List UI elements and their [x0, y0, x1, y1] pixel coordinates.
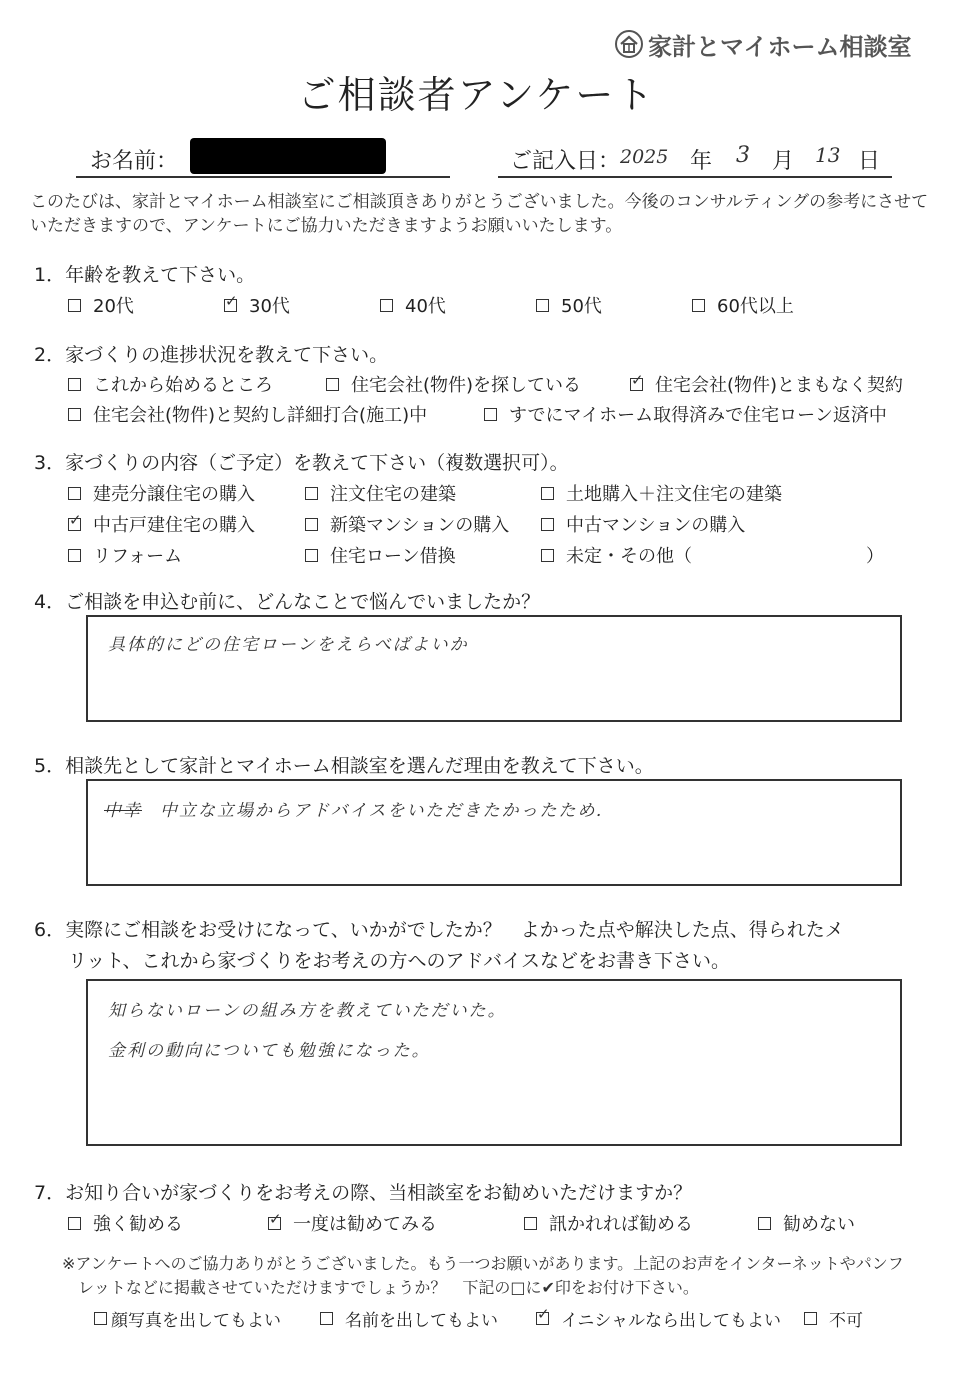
brand-logo — [614, 26, 912, 62]
q2-option[interactable]: ✓ 住宅会社(物件)とまもなく契約 — [630, 371, 903, 397]
checkbox-icon[interactable] — [541, 487, 554, 500]
checkbox-icon[interactable] — [305, 518, 318, 531]
q5-answer-text: 中立な立場からアドバイスをいただきたかったため． — [160, 801, 615, 821]
checkbox-icon[interactable] — [68, 299, 81, 312]
q3-option[interactable]: ✓ 中古戸建住宅の購入 — [68, 511, 255, 537]
question-7: 7．お知り合いが家づくりをお考えの際、当相談室をお勧めいただけますか？ — [34, 1182, 693, 1204]
checkbox-icon[interactable] — [320, 1312, 333, 1325]
publish-option[interactable]: 名前を出してもよい — [320, 1306, 498, 1331]
q2-option[interactable]: 住宅会社(物件)と契約し詳細打合(施工)中 — [68, 401, 427, 427]
q3-option[interactable]: 注文住宅の建築 — [305, 480, 456, 506]
q1-option[interactable]: 60代以上 — [692, 292, 794, 318]
q5-strikethrough-text: 中幸 — [104, 801, 142, 821]
house-logo-icon — [614, 29, 644, 59]
question-1: 1．年齢を教えて下さい。 — [34, 264, 256, 286]
checkbox-icon[interactable] — [380, 299, 393, 312]
brand-name: 家計とマイホーム相談室 — [648, 32, 912, 61]
checked-checkbox-icon[interactable] — [630, 378, 643, 391]
date-day-value: 13 — [815, 143, 841, 167]
q3-option[interactable]: 建売分譲住宅の購入 — [68, 480, 255, 506]
checkbox-icon[interactable] — [68, 1217, 81, 1230]
checkbox-icon[interactable] — [758, 1217, 771, 1230]
q3-option[interactable]: 新築マンションの購入 — [305, 511, 509, 537]
checkbox-icon[interactable] — [692, 299, 705, 312]
q6-answer-line-1: 知らないローンの組み方を教えていただいた。 — [108, 1001, 507, 1021]
q2-option[interactable]: すでにマイホーム取得済みで住宅ローン返済中 — [484, 401, 887, 427]
checkbox-icon[interactable] — [326, 378, 339, 391]
q7-option[interactable]: 訊かれれば勧める — [524, 1210, 693, 1236]
publish-option[interactable]: 不可 — [804, 1306, 863, 1331]
date-day-unit: 日 — [858, 149, 881, 174]
q1-option[interactable]: 50代 — [536, 292, 602, 318]
q3-option[interactable]: 住宅ローン借換 — [305, 542, 456, 568]
publish-note-line-2: レットなどに掲載させていただけますでしょうか？ 下記の□に✔印をお付け下さい。 — [78, 1278, 699, 1297]
checked-checkbox-icon[interactable] — [224, 299, 237, 312]
checkbox-icon[interactable] — [68, 378, 81, 391]
checkbox-icon[interactable] — [536, 299, 549, 312]
date-underline — [498, 176, 892, 178]
page-title: ご相談者アンケート — [297, 73, 656, 117]
checked-checkbox-icon[interactable] — [536, 1312, 549, 1325]
intro-text: このたびは、家計とマイホーム相談室にご相談頂きありがとうございました。今後のコンサルティングの参考にさせていただきますので、アンケートにご協力いただきますようお願いいたします。 — [30, 192, 929, 236]
checkbox-icon[interactable] — [524, 1217, 537, 1230]
checkbox-icon[interactable] — [484, 408, 497, 421]
checkbox-icon[interactable] — [305, 487, 318, 500]
publish-note-line-1: ※アンケートへのご協力ありがとうございました。もう一つお願いがあります。上記のお声をインターネットやパンフ — [62, 1254, 904, 1273]
q1-option[interactable]: 40代 — [380, 292, 446, 318]
q3-other-close: ） — [866, 546, 884, 567]
q6-answer-line-2: 金利の動向についても勉強になった。 — [108, 1041, 431, 1061]
q4-answer-text: 具体的にどの住宅ローンをえらべばよいか — [108, 635, 469, 655]
date-month-unit: 月 — [772, 149, 795, 174]
question-5: 5．相談先として家計とマイホーム相談室を選んだ理由を教えて下さい。 — [34, 755, 654, 777]
checkbox-icon[interactable] — [541, 549, 554, 562]
q7-option[interactable]: ✓ 一度は勧めてみる — [268, 1210, 437, 1236]
checkbox-icon[interactable] — [804, 1312, 817, 1325]
checkbox-icon[interactable] — [541, 518, 554, 531]
name-redaction — [190, 138, 386, 174]
q2-option[interactable]: これから始めるところ — [68, 371, 273, 397]
publish-option[interactable]: ✓ イニシャルなら出してもよい — [536, 1306, 781, 1331]
date-month-value: 3 — [736, 143, 750, 168]
question-6-line-2: リット、これから家づくりをお考えの方へのアドバイスなどをお書き下さい。 — [68, 950, 730, 972]
q1-option[interactable]: ✓ 30代 — [224, 292, 290, 318]
q7-option[interactable]: 強く勧める — [68, 1210, 183, 1236]
q7-option[interactable]: 勧めない — [758, 1210, 855, 1236]
q2-option[interactable]: 住宅会社(物件)を探している — [326, 371, 581, 397]
q3-option[interactable]: リフォーム — [68, 542, 182, 568]
checkbox-icon[interactable] — [94, 1312, 107, 1325]
checked-checkbox-icon[interactable] — [268, 1217, 281, 1230]
date-year-value: 2025 — [620, 146, 669, 168]
checkbox-icon[interactable] — [68, 487, 81, 500]
q3-option[interactable]: 中古マンションの購入 — [541, 511, 745, 537]
date-year-unit: 年 — [690, 149, 713, 174]
q3-option[interactable]: 未定・その他（ — [541, 542, 692, 568]
checkbox-icon[interactable] — [68, 408, 81, 421]
q3-option[interactable]: 土地購入＋注文住宅の建築 — [541, 480, 782, 506]
date-label: ご記入日： — [510, 149, 621, 174]
question-3: 3．家づくりの内容（ご予定）を教えて下さい（複数選択可）。 — [34, 452, 569, 474]
checkbox-icon[interactable] — [68, 549, 81, 562]
checked-checkbox-icon[interactable] — [68, 518, 81, 531]
publish-option[interactable]: 顔写真を出してもよい — [94, 1306, 281, 1331]
checkbox-icon[interactable] — [305, 549, 318, 562]
name-label: お名前： — [90, 149, 179, 174]
question-6-line-1: 6．実際にご相談をお受けになって、いかがでしたか？ よかった点や解決した点、得られたメ — [34, 919, 844, 941]
q1-option[interactable]: 20代 — [68, 292, 134, 318]
question-4: 4．ご相談を申込む前に、どんなことで悩んでいましたか？ — [34, 591, 541, 613]
question-2: 2．家づくりの進捗状況を教えて下さい。 — [34, 344, 389, 366]
name-underline — [76, 176, 450, 178]
